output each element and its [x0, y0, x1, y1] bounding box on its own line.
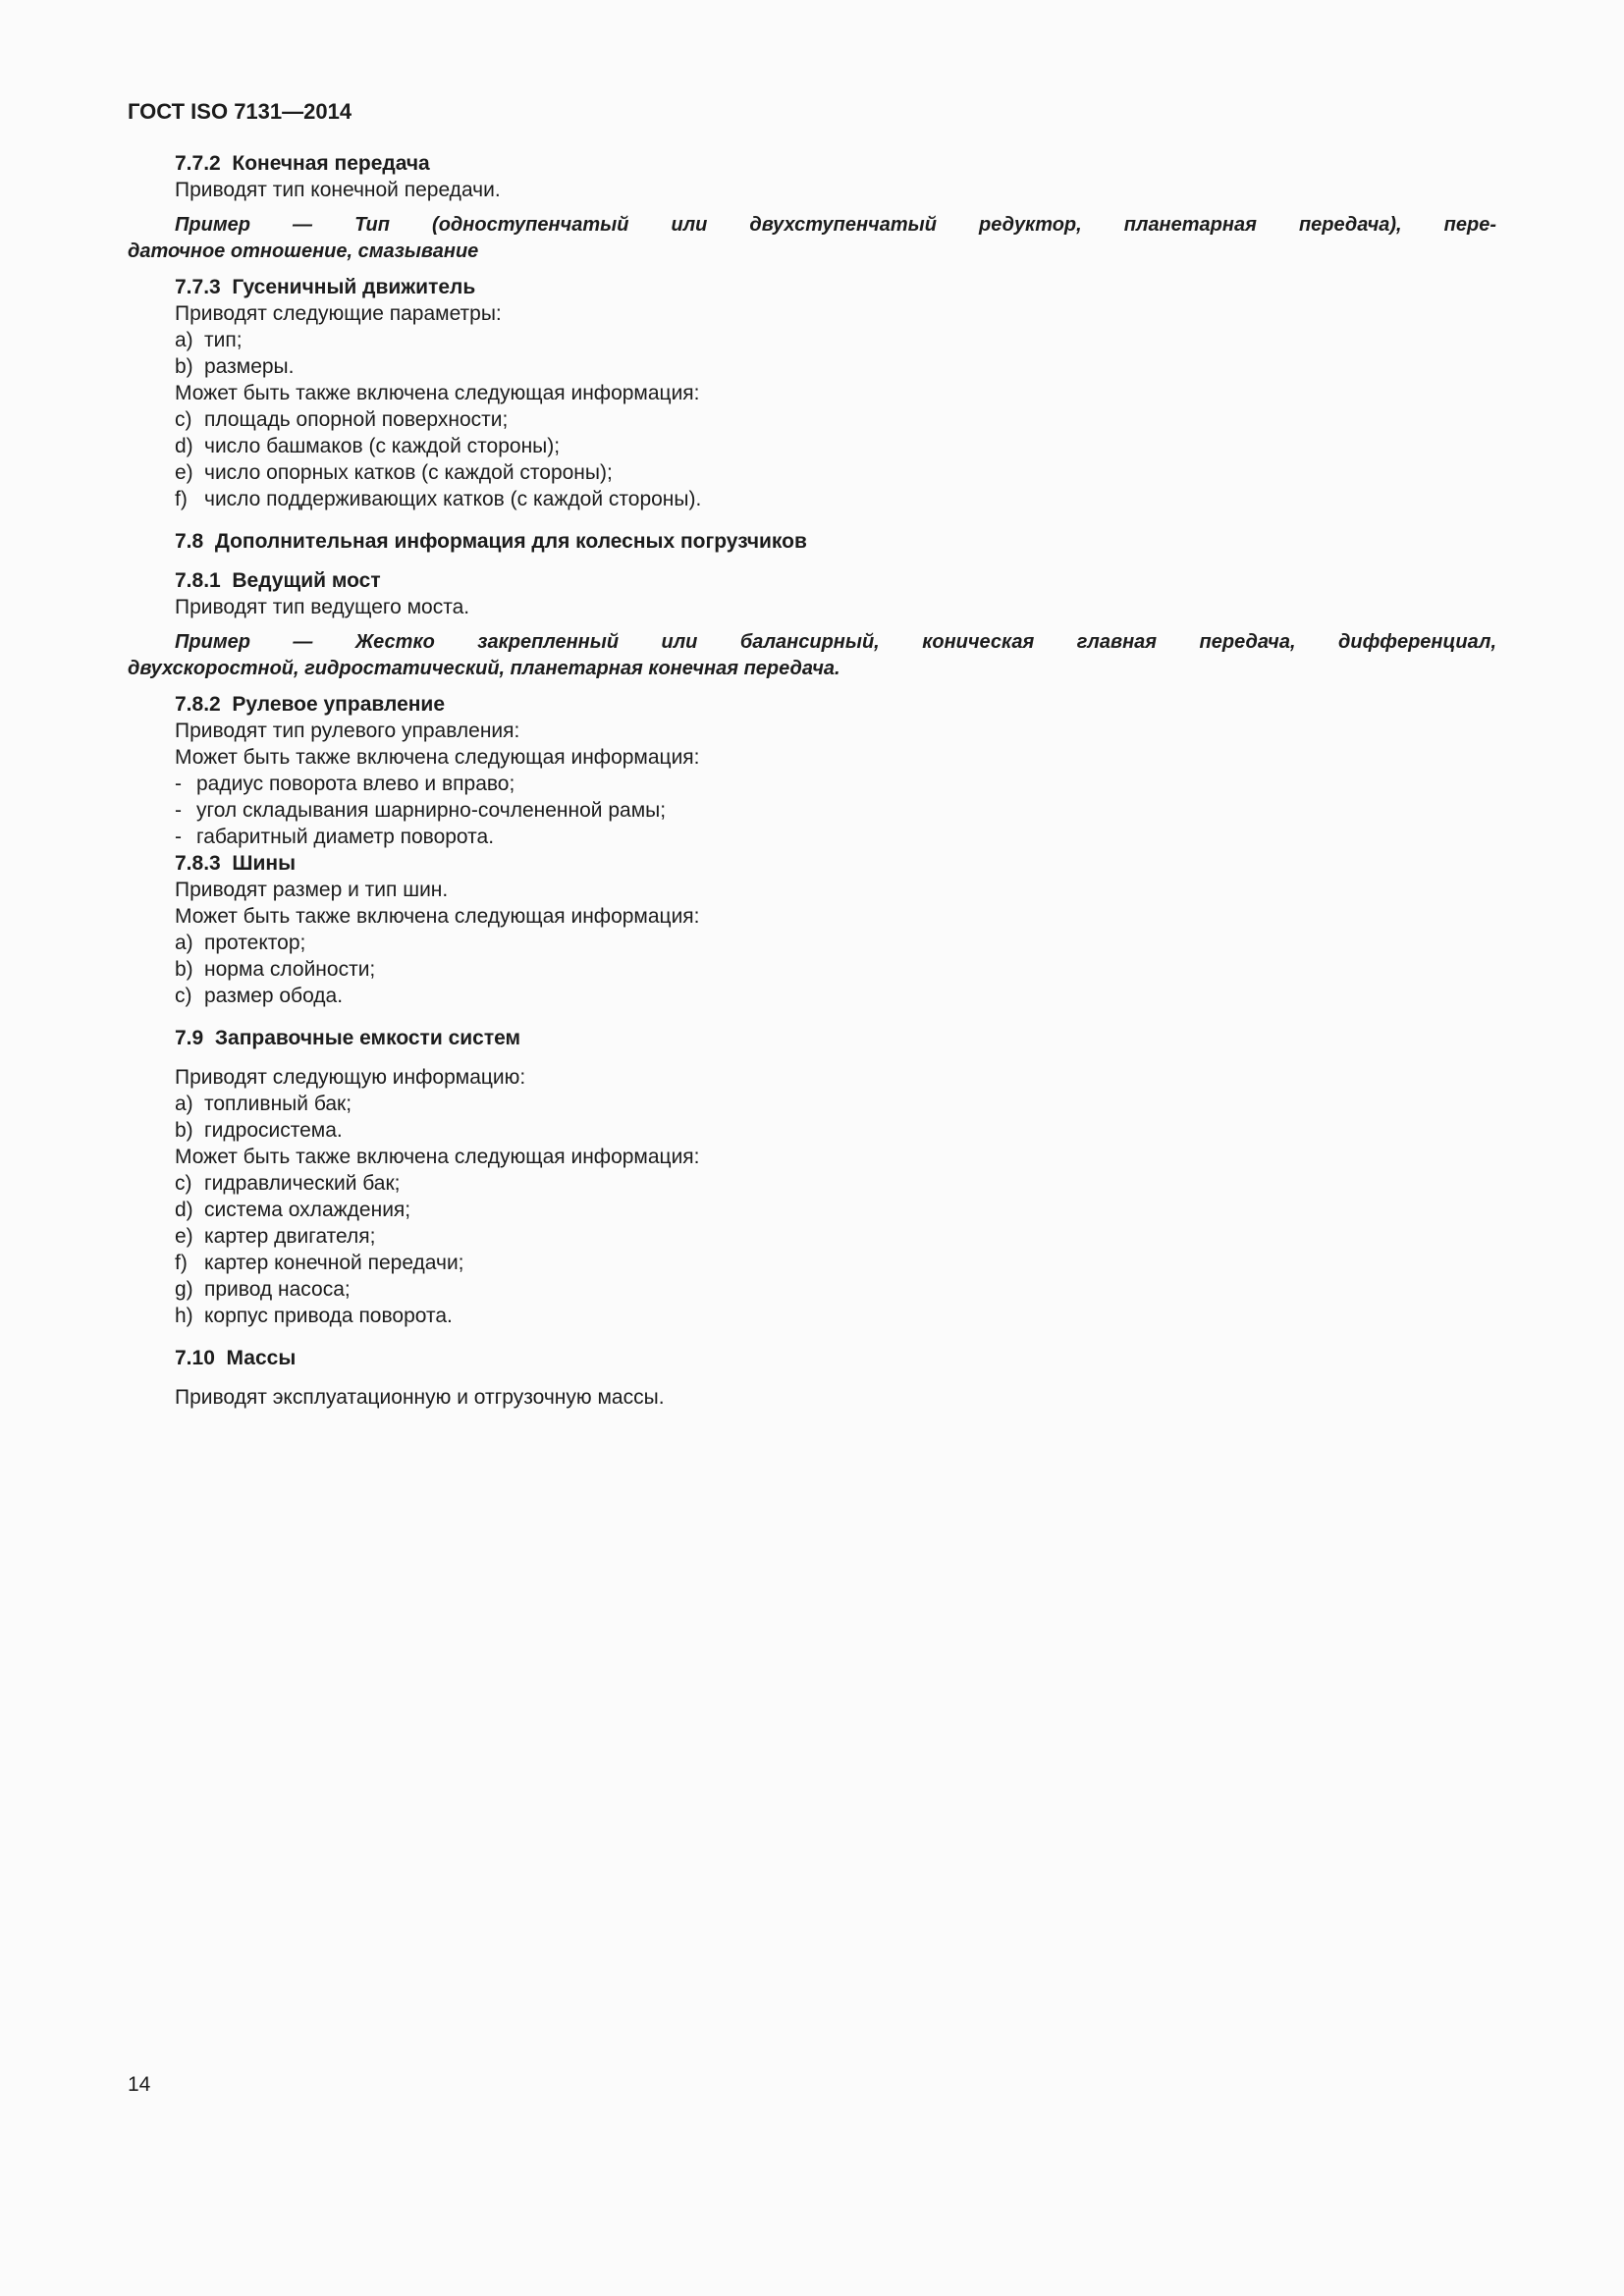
heading-7-8: 7.8 Дополнительная информация для колесных погрузчиков [175, 530, 807, 553]
list-item-text: корпус привода поворота. [204, 1305, 453, 1327]
list-item [128, 459, 1496, 486]
list-item [128, 1091, 1496, 1117]
list-item [128, 486, 1496, 512]
list-item [128, 930, 1496, 956]
list-item-text: норма слойности; [204, 958, 376, 981]
list-item-text: размеры. [204, 355, 295, 378]
list-item [128, 1170, 1496, 1197]
heading-7-7-2: 7.7.2 Конечная передача [175, 152, 430, 175]
list-item-text: картер двигателя; [204, 1225, 376, 1248]
list-item [128, 1303, 1496, 1329]
list-marker: a) [175, 932, 193, 954]
paragraph: Приводят тип конечной передачи. [175, 179, 501, 201]
list-item-text: топливный бак; [204, 1093, 352, 1115]
example-line: Пример — Тип (одноступенчатый или двухступенчатый редуктор, планетарная передача), пере- [175, 214, 1496, 236]
list-marker: f) [175, 488, 188, 510]
dash-marker: - [175, 773, 182, 795]
list-item-text: привод насоса; [204, 1278, 351, 1301]
list-item-text: гидравлический бак; [204, 1172, 401, 1195]
list-item-text: число башмаков (с каждой стороны); [204, 435, 561, 457]
heading-7-7-3: 7.7.3 Гусеничный движитель [175, 276, 476, 298]
list-item-text: размер обода. [204, 985, 344, 1007]
list-item [128, 1117, 1496, 1144]
page-number: 14 [128, 2073, 151, 2096]
paragraph: Приводят тип рулевого управления: [175, 720, 520, 742]
list-item-text: протектор; [204, 932, 306, 954]
paragraph: Может быть также включена следующая информация: [175, 1146, 700, 1168]
heading-7-9: 7.9 Заправочные емкости систем [175, 1027, 521, 1049]
list-item-text: радиус поворота влево и вправо; [196, 773, 515, 795]
list-item-text: число поддерживающих катков (с каждой стороны). [204, 488, 702, 510]
list-item [128, 1223, 1496, 1250]
list-item-text: габаритный диаметр поворота. [196, 826, 495, 848]
list-item [128, 983, 1496, 1009]
document-header-title: ГОСТ ISO 7131—2014 [128, 99, 352, 124]
list-marker: c) [175, 1172, 192, 1195]
paragraph: Приводят размер и тип шин. [175, 879, 449, 901]
list-item [128, 1197, 1496, 1223]
list-marker: b) [175, 355, 193, 378]
paragraph: Может быть также включена следующая информация: [175, 382, 700, 404]
paragraph: Может быть также включена следующая информация: [175, 746, 700, 769]
list-item [128, 327, 1496, 353]
example-line: двухскоростной, гидростатический, планетарная конечная передача. [128, 658, 840, 679]
heading-7-8-2: 7.8.2 Рулевое управление [175, 693, 446, 716]
dash-list-item [128, 797, 1496, 824]
paragraph: Может быть также включена следующая информация: [175, 905, 700, 928]
list-marker: a) [175, 329, 193, 351]
heading-7-10: 7.10 Массы [175, 1347, 297, 1369]
dash-marker: - [175, 799, 182, 822]
dash-marker: - [175, 826, 182, 848]
example-line: Пример — Жестко закрепленный или балансирный, коническая главная передача, дифференциал, [175, 631, 1496, 653]
list-item-text: система охлаждения; [204, 1199, 411, 1221]
list-item [128, 406, 1496, 433]
list-marker: c) [175, 408, 192, 431]
dash-list-item [128, 771, 1496, 797]
list-marker: g) [175, 1278, 193, 1301]
list-item [128, 353, 1496, 380]
paragraph: Приводят тип ведущего моста. [175, 596, 470, 618]
example-line: даточное отношение, смазывание [128, 240, 479, 262]
list-item-text: картер конечной передачи; [204, 1252, 464, 1274]
example-note [128, 629, 1496, 682]
dash-list-item [128, 824, 1496, 850]
list-marker: d) [175, 1199, 193, 1221]
list-marker: f) [175, 1252, 188, 1274]
list-item [128, 956, 1496, 983]
list-item [128, 1276, 1496, 1303]
list-item-text: тип; [204, 329, 243, 351]
paragraph: Приводят следующие параметры: [175, 302, 502, 325]
list-marker: c) [175, 985, 192, 1007]
list-marker: e) [175, 1225, 193, 1248]
list-item [128, 1250, 1496, 1276]
paragraph: Приводят следующую информацию: [175, 1066, 526, 1089]
list-item [128, 433, 1496, 459]
list-marker: d) [175, 435, 193, 457]
paragraph: Приводят эксплуатационную и отгрузочную массы. [175, 1386, 665, 1409]
list-item-text: площадь опорной поверхности; [204, 408, 509, 431]
list-item-text: угол складывания шарнирно-сочлененной рамы; [196, 799, 667, 822]
list-marker: b) [175, 958, 193, 981]
list-marker: b) [175, 1119, 193, 1142]
heading-7-8-1: 7.8.1 Ведущий мост [175, 569, 381, 592]
list-marker: h) [175, 1305, 193, 1327]
example-note [128, 212, 1496, 265]
list-item-text: гидросистема. [204, 1119, 343, 1142]
list-item-text: число опорных катков (с каждой стороны); [204, 461, 613, 484]
heading-7-8-3: 7.8.3 Шины [175, 852, 297, 875]
list-marker: a) [175, 1093, 193, 1115]
list-marker: e) [175, 461, 193, 484]
